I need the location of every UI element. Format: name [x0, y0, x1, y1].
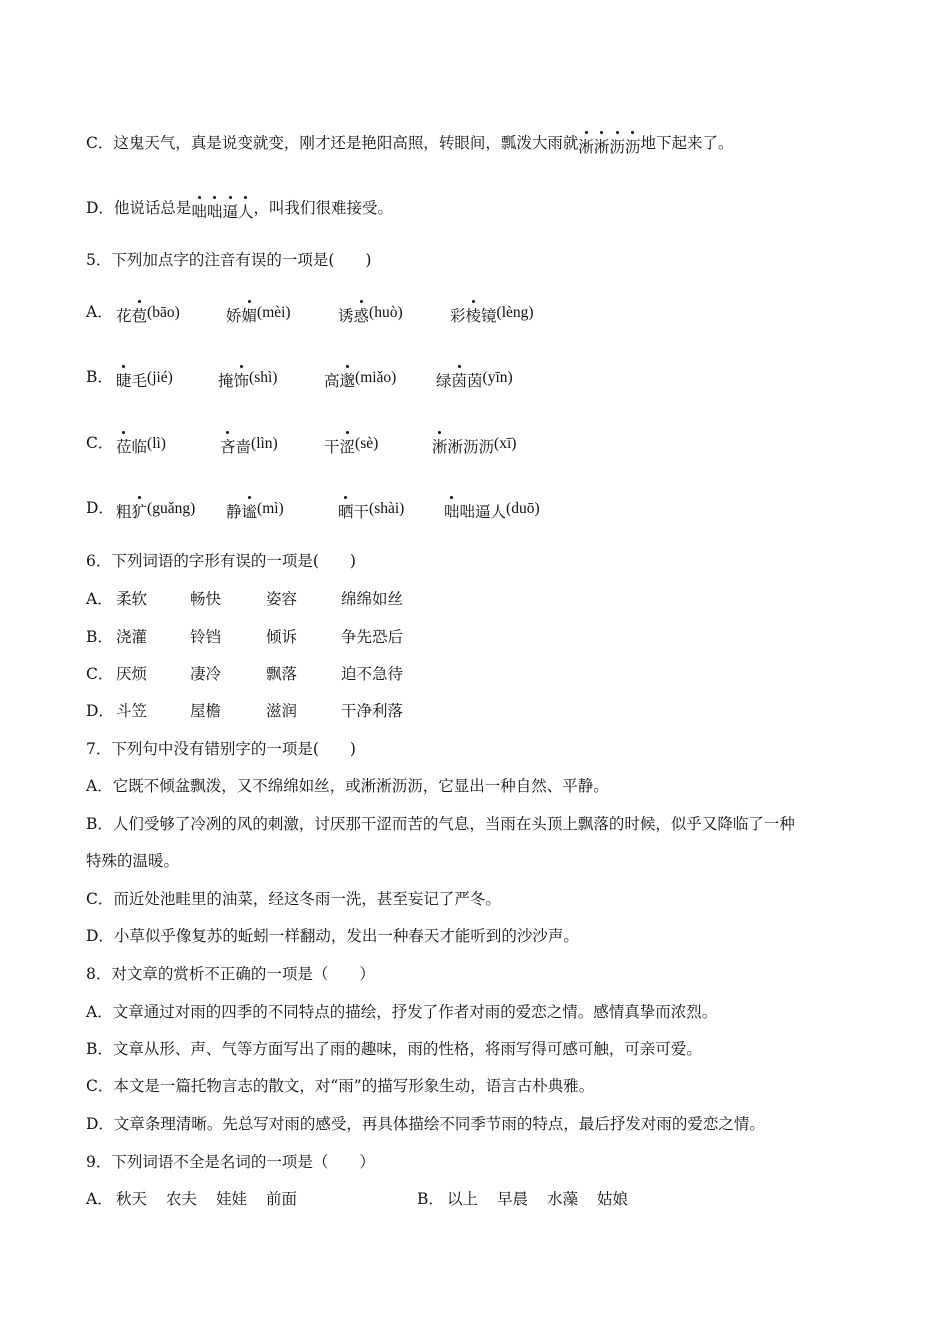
- q6-word: 凄冷: [190, 665, 222, 683]
- q6-word: 畅快: [190, 590, 222, 608]
- q9-word: 早晨: [497, 1190, 529, 1208]
- q7-option-b-cont: 特殊的温暖。: [86, 852, 180, 870]
- q7-option-a: A．它既不倾盆飘泼，又不绵绵如丝，或淅淅沥沥，它显出一种自然、平静。: [86, 777, 609, 795]
- q4-c-text: C．这鬼天气，真是说变就变，刚才还是艳阳高照，转眼间，瓢泼大雨就: [86, 134, 579, 152]
- q6-option-b-label: B．: [86, 628, 113, 646]
- q9-option-a-label: A．: [86, 1190, 113, 1208]
- q4-option-c: [86, 133, 734, 156]
- q4-c-tail: 地下起来了。: [640, 134, 734, 152]
- dotted-char: 逼: [222, 203, 238, 221]
- q6-word: 铃铛: [190, 628, 222, 646]
- q5-d-item-4: 咄咄逼人(duō): [444, 500, 540, 521]
- q9-word: 秋天: [116, 1190, 148, 1208]
- q8-option-a: A．文章通过对雨的四季的不同特点的描绘，抒发了作者对雨的爱恋之情。感情真挚而浓烈。: [86, 1003, 718, 1021]
- q8-option-d: D．文章条理清晰。先总写对雨的感受，再具体描绘不同季节雨的特点，最后抒发对雨的爱恋之情。: [86, 1115, 765, 1133]
- q5-option-a-label: A．: [86, 303, 113, 321]
- q6-word: 倾诉: [266, 628, 298, 646]
- q9-word: 农夫: [166, 1190, 198, 1208]
- q5-d-item-1: 粗犷(guǎng): [116, 500, 196, 521]
- q9-option-b-label: B．: [417, 1190, 444, 1208]
- q6-option-a-label: A．: [86, 590, 113, 608]
- dotted-char: 淅: [593, 138, 610, 156]
- q5-c-item-4: 淅淅沥沥(xī): [432, 435, 517, 456]
- q9-stem: 9．下列词语不全是名词的一项是（ ）: [86, 1153, 375, 1171]
- q5-option-c-label: C．: [86, 434, 114, 452]
- q6-word: 浇灌: [116, 628, 148, 646]
- q4-d-text: D．他说话总是: [86, 199, 192, 217]
- q6-option-c-label: C．: [86, 665, 114, 683]
- q5-option-d-label: D．: [86, 499, 114, 517]
- q9-word: 水藻: [547, 1190, 579, 1208]
- q6-word: 屋檐: [190, 702, 222, 720]
- q6-word: 厌烦: [116, 665, 148, 683]
- q5-b-item-4: 绿茵茵(yīn): [436, 369, 513, 390]
- dotted-char: 咄: [206, 203, 223, 221]
- q6-word: 姿容: [266, 590, 298, 608]
- q5-b-item-2: 掩饰(shì): [218, 369, 278, 390]
- dotted-char: 人: [237, 203, 254, 221]
- q5-a-item-4: 彩棱镜(lèng): [450, 304, 534, 325]
- q6-word: 柔软: [116, 590, 148, 608]
- q9-word: 姑娘: [597, 1190, 629, 1208]
- q5-b-item-1: 睫毛(jié): [116, 369, 173, 390]
- q5-b-item-3: 高邈(miǎo): [324, 369, 397, 390]
- dotted-char: 沥: [609, 138, 625, 156]
- q5-option-b-label: B．: [86, 368, 113, 386]
- q4-option-d: [86, 198, 394, 221]
- q6-option-d-label: D．: [86, 702, 114, 720]
- q5-d-item-2: 静谧(mì): [226, 500, 284, 521]
- dotted-char: 淅: [578, 138, 594, 156]
- q6-word: 迫不急待: [341, 665, 404, 683]
- q7-option-d: D．小草似乎像复苏的蚯蚓一样翻动，发出一种春天才能听到的沙沙声。: [86, 927, 579, 945]
- q8-stem: 8．对文章的赏析不正确的一项是（ ）: [86, 965, 375, 983]
- q6-word: 干净利落: [341, 702, 404, 720]
- q9-word: 前面: [266, 1190, 298, 1208]
- q5-c-item-2: 吝啬(lìn): [220, 435, 278, 456]
- q5-a-item-2: 娇媚(mèi): [226, 304, 291, 325]
- q9-word: 以上: [447, 1190, 479, 1208]
- q8-option-b: B．文章从形、声、气等方面写出了雨的趣味，雨的性格，将雨写得可感可触，可亲可爱。: [86, 1040, 702, 1058]
- q6-word: 绵绵如丝: [341, 590, 404, 608]
- q6-word: 飘落: [266, 665, 298, 683]
- q5-a-item-1: 花苞(bāo): [116, 304, 180, 325]
- q7-option-b: B．人们受够了冷冽的风的刺激，讨厌那干涩而苦的气息，当雨在头顶上飘落的时候，似乎又降临了一种: [86, 815, 795, 833]
- q6-word: 斗笠: [116, 702, 148, 720]
- dotted-char: 沥: [624, 138, 641, 156]
- q5-c-item-3: 干涩(sè): [324, 435, 379, 456]
- q5-a-item-3: 诱惑(huò): [338, 304, 403, 325]
- q7-option-c: C．而近处池畦里的油菜，经这冬雨一洗，甚至妄记了严冬。: [86, 890, 501, 908]
- q5-c-item-1: 莅临(lì): [116, 435, 166, 456]
- q8-option-c: C．本文是一篇托物言志的散文，对“雨”的描写形象生动，语言古朴典雅。: [86, 1077, 595, 1095]
- q9-word: 娃娃: [216, 1190, 248, 1208]
- q6-stem: 6．下列词语的字形有误的一项是( ): [86, 552, 356, 570]
- q5-d-item-3: 晒干(shài): [338, 500, 405, 521]
- dotted-char: 咄: [191, 203, 207, 221]
- q5-stem: 5．下列加点字的注音有误的一项是( ): [86, 251, 372, 269]
- q6-word: 争先恐后: [341, 628, 404, 646]
- q7-stem: 7．下列句中没有错别字的一项是( ): [86, 740, 356, 758]
- q6-word: 滋润: [266, 702, 298, 720]
- q4-d-tail: ，叫我们很难接受。: [253, 199, 394, 217]
